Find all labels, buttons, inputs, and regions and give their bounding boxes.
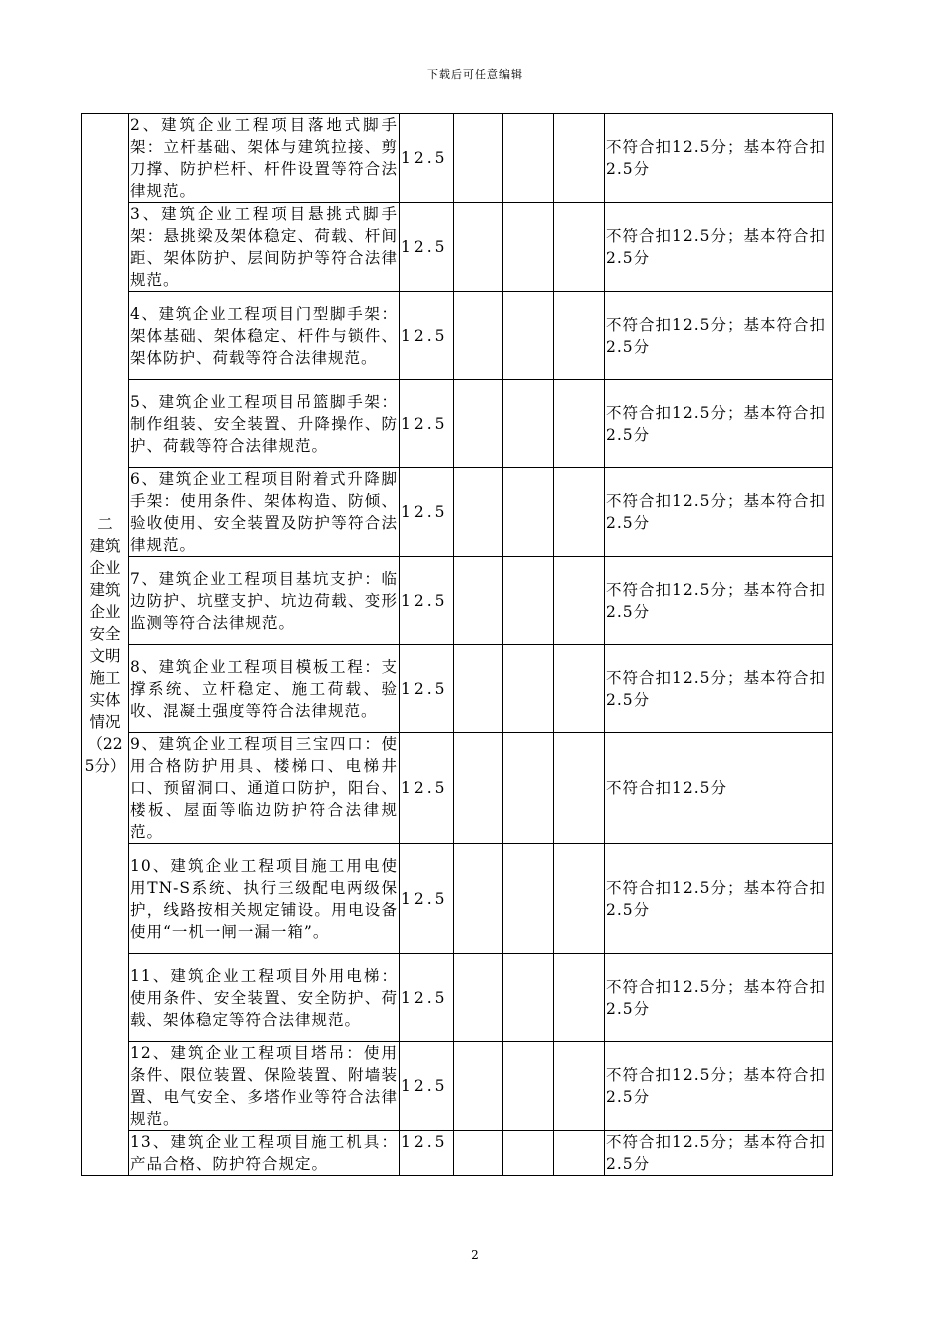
- score-cell: 12.5: [400, 380, 454, 468]
- blank-cell: [454, 292, 503, 380]
- deduction-rule-cell: 不符合扣12.5分: [605, 733, 833, 844]
- table-row: [82, 844, 833, 954]
- blank-cell: [503, 645, 554, 733]
- blank-cell: [454, 468, 503, 557]
- item-cell: 4、建筑企业工程项目门型脚手架：架体基础、架体稳定、杆件与锁件、架体防护、荷载等符合法律规范。: [129, 292, 400, 380]
- category-label: 二 建筑企业建筑企业安全文明施工实体情况（225分）: [84, 514, 126, 775]
- blank-cell: [503, 203, 554, 292]
- table-row: [82, 557, 833, 645]
- item-cell: 11、建筑企业工程项目外用电梯：使用条件、安全装置、安全防护、荷载、架体稳定等符合法律规范。: [129, 954, 400, 1042]
- deduction-rule-cell: 不符合扣12.5分；基本符合扣2.5分: [605, 1131, 833, 1176]
- blank-cell: [503, 1042, 554, 1131]
- blank-cell: [503, 1131, 554, 1176]
- score-cell: 12.5: [400, 954, 454, 1042]
- blank-cell: [554, 557, 605, 645]
- item-cell: 6、建筑企业工程项目附着式升降脚手架：使用条件、架体构造、防倾、验收使用、安全装置及防护等符合法律规范。: [129, 468, 400, 557]
- blank-cell: [503, 380, 554, 468]
- deduction-rule-cell: 不符合扣12.5分；基本符合扣2.5分: [605, 557, 833, 645]
- blank-cell: [554, 292, 605, 380]
- deduction-rule-cell: 不符合扣12.5分；基本符合扣2.5分: [605, 954, 833, 1042]
- item-cell: 7、建筑企业工程项目基坑支护：临边防护、坑壁支护、坑边荷载、变形监测等符合法律规范。: [129, 557, 400, 645]
- score-cell: 12.5: [400, 733, 454, 844]
- score-table: [81, 113, 833, 1176]
- table-row: [82, 203, 833, 292]
- score-cell: 12.5: [400, 468, 454, 557]
- blank-cell: [503, 292, 554, 380]
- blank-cell: [503, 468, 554, 557]
- deduction-rule-cell: 不符合扣12.5分；基本符合扣2.5分: [605, 203, 833, 292]
- blank-cell: [503, 114, 554, 203]
- blank-cell: [454, 733, 503, 844]
- item-cell: 8、建筑企业工程项目模板工程：支撑系统、立杆稳定、施工荷载、验收、混凝土强度等符合法律规范。: [129, 645, 400, 733]
- deduction-rule-cell: 不符合扣12.5分；基本符合扣2.5分: [605, 645, 833, 733]
- blank-cell: [554, 844, 605, 954]
- blank-cell: [554, 380, 605, 468]
- item-cell: 13、建筑企业工程项目施工机具：产品合格、防护符合规定。: [129, 1131, 400, 1176]
- item-cell: 2、建筑企业工程项目落地式脚手架：立杆基础、架体与建筑拉接、剪刀撑、防护栏杆、杆件设置等符合法律规范。: [129, 114, 400, 203]
- deduction-rule-cell: 不符合扣12.5分；基本符合扣2.5分: [605, 844, 833, 954]
- deduction-rule-cell: 不符合扣12.5分；基本符合扣2.5分: [605, 1042, 833, 1131]
- blank-cell: [454, 203, 503, 292]
- item-cell: 12、建筑企业工程项目塔吊：使用条件、限位装置、保险装置、附墙装置、电气安全、多塔作业等符合法律规范。: [129, 1042, 400, 1131]
- deduction-rule-cell: 不符合扣12.5分；基本符合扣2.5分: [605, 292, 833, 380]
- score-cell: 12.5: [400, 114, 454, 203]
- score-cell: 12.5: [400, 844, 454, 954]
- score-cell: 12.5: [400, 1042, 454, 1131]
- blank-cell: [503, 844, 554, 954]
- blank-cell: [554, 1131, 605, 1176]
- blank-cell: [503, 557, 554, 645]
- score-cell: 12.5: [400, 203, 454, 292]
- item-cell: 9、建筑企业工程项目三宝四口：使用合格防护用具、楼梯口、电梯井口、预留洞口、通道口防护，阳台、楼板、屋面等临边防护符合法律规范。: [129, 733, 400, 844]
- table-row: [82, 468, 833, 557]
- table-row: [82, 1042, 833, 1131]
- blank-cell: [554, 203, 605, 292]
- blank-cell: [554, 733, 605, 844]
- item-cell: 3、建筑企业工程项目悬挑式脚手架：悬挑梁及架体稳定、荷载、杆间距、架体防护、层间防护等符合法律规范。: [129, 203, 400, 292]
- table-row: [82, 1131, 833, 1176]
- blank-cell: [554, 468, 605, 557]
- header-note: 下载后可任意编辑: [427, 68, 523, 81]
- blank-cell: [454, 645, 503, 733]
- table-row: [82, 380, 833, 468]
- item-cell: 5、建筑企业工程项目吊篮脚手架：制作组装、安全装置、升降操作、防护、荷载等符合法律规范。: [129, 380, 400, 468]
- table-row: [82, 645, 833, 733]
- blank-cell: [503, 954, 554, 1042]
- deduction-rule-cell: 不符合扣12.5分；基本符合扣2.5分: [605, 380, 833, 468]
- blank-cell: [454, 380, 503, 468]
- blank-cell: [554, 954, 605, 1042]
- blank-cell: [554, 114, 605, 203]
- table-body: [82, 114, 833, 1176]
- blank-cell: [503, 733, 554, 844]
- table-row: [82, 114, 833, 203]
- score-cell: 12.5: [400, 1131, 454, 1176]
- blank-cell: [454, 557, 503, 645]
- table-row: [82, 733, 833, 844]
- blank-cell: [554, 645, 605, 733]
- table-row: [82, 954, 833, 1042]
- item-cell: 10、建筑企业工程项目施工用电使用TN-S系统、执行三级配电两级保护，线路按相关规定铺设。用电设备使用“一机一闸一漏一箱”。: [129, 844, 400, 954]
- score-cell: 12.5: [400, 645, 454, 733]
- category-cell: [82, 114, 129, 1176]
- blank-cell: [454, 114, 503, 203]
- blank-cell: [454, 1131, 503, 1176]
- blank-cell: [454, 844, 503, 954]
- deduction-rule-cell: 不符合扣12.5分；基本符合扣2.5分: [605, 468, 833, 557]
- blank-cell: [554, 1042, 605, 1131]
- score-cell: 12.5: [400, 292, 454, 380]
- deduction-rule-cell: 不符合扣12.5分；基本符合扣2.5分: [605, 114, 833, 203]
- score-cell: 12.5: [400, 557, 454, 645]
- blank-cell: [454, 954, 503, 1042]
- blank-cell: [454, 1042, 503, 1131]
- table-row: [82, 292, 833, 380]
- page-number: 2: [471, 1248, 479, 1262]
